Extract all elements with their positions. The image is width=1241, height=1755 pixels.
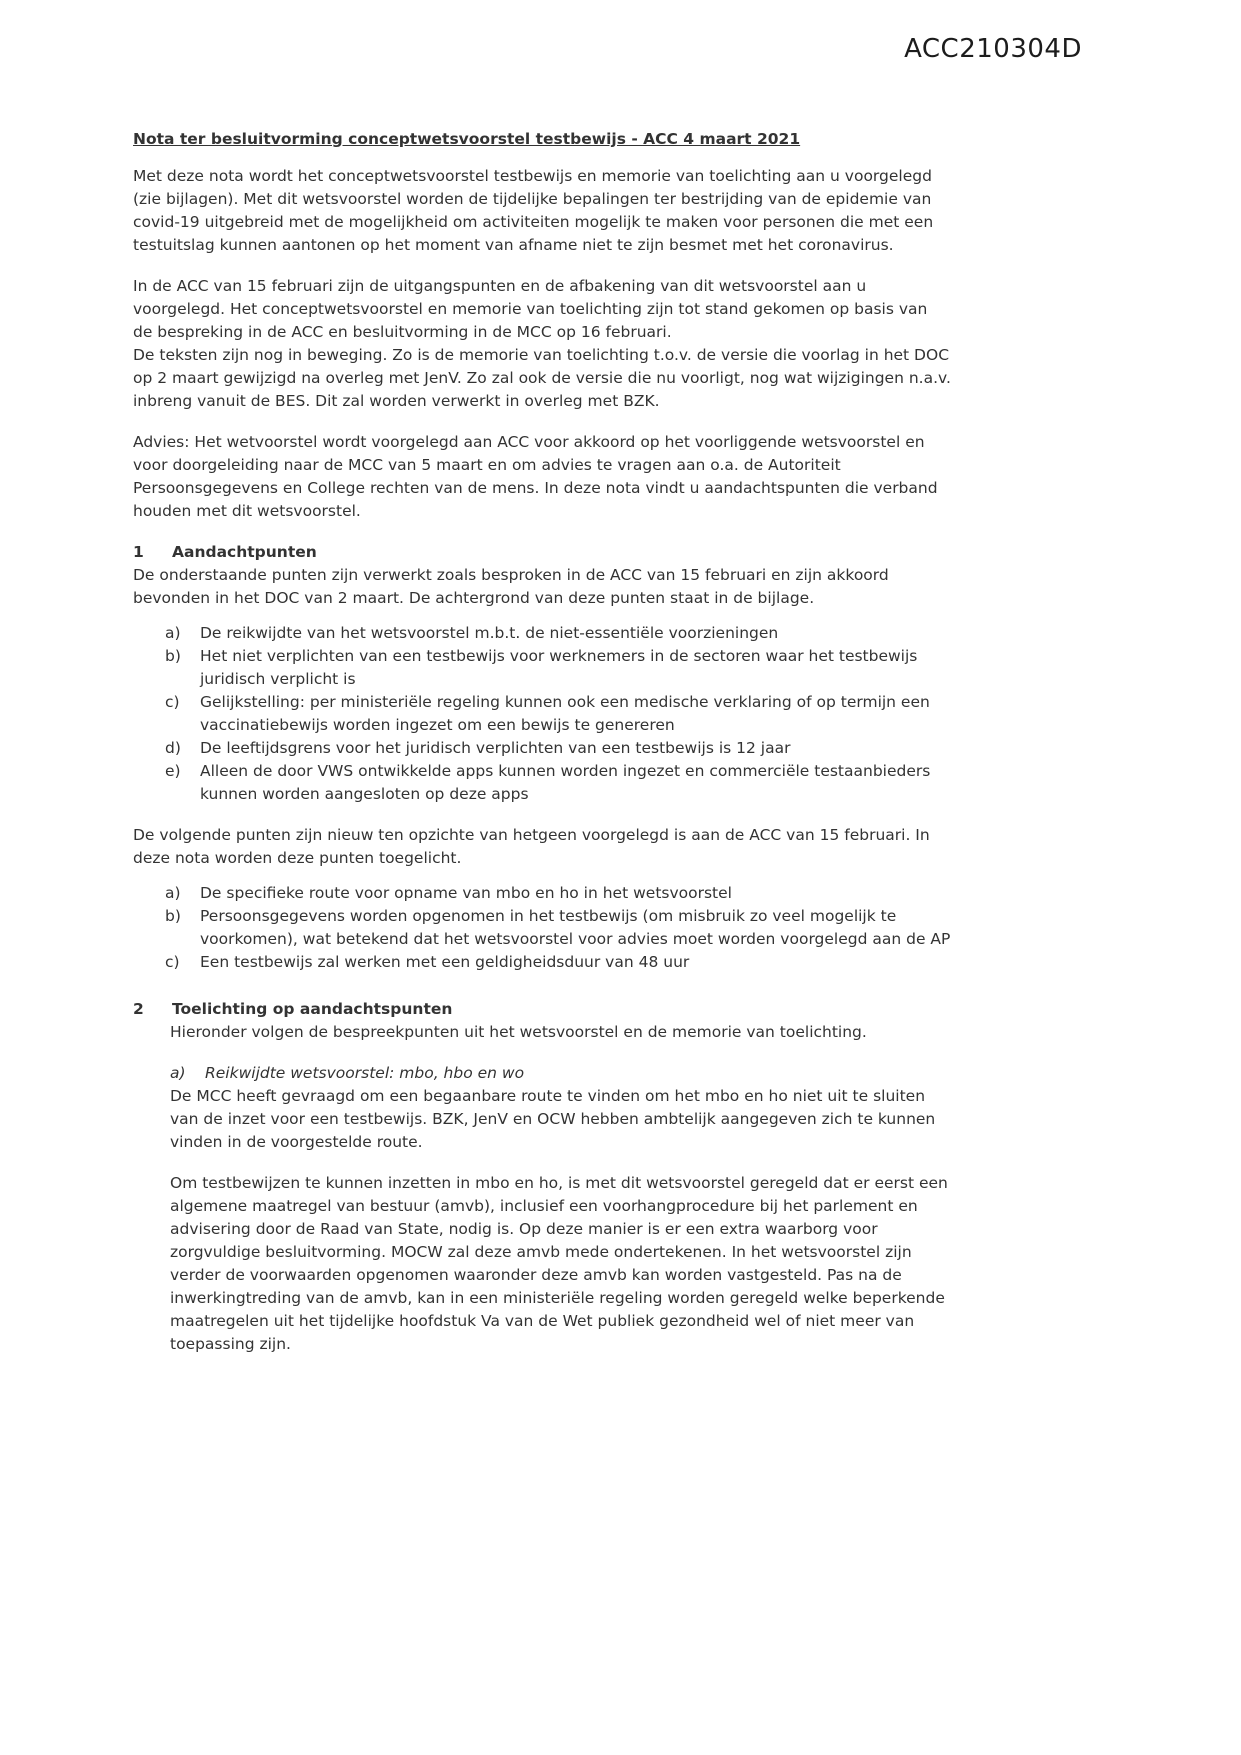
item-marker: a) xyxy=(165,624,181,642)
new-points-list xyxy=(133,882,951,974)
item-marker: c) xyxy=(165,953,180,971)
section-2-body xyxy=(170,1021,951,1356)
item-marker: b) xyxy=(165,907,181,925)
section-2-heading xyxy=(133,998,951,1021)
item-marker: c) xyxy=(165,693,180,711)
item-text: De reikwijdte van het wetsvoorstel m.b.t. de niet-essentiële voorzieningen xyxy=(200,624,779,642)
list-item xyxy=(165,951,951,974)
context-paragraph-part-1: In de ACC van 15 februari zijn de uitgangspunten en de afbakening van dit wetsvoorstel aan u voorgelegd. Het conceptwetsvoorstel en memorie van toelichting zijn tot stand gekomen op basis van de bespreking in de ACC en besluitvorming in de MCC op 16 februari. xyxy=(133,277,928,341)
intro-paragraph: Met deze nota wordt het conceptwetsvoorstel testbewijs en memorie van toelichting aan u voorgelegd (zie bijlagen). Met dit wetsvoorstel worden de tijdelijke bepalingen ter bestrijding van de epidemie van covid-19 uitgebreid met de mogelijkheid om activiteiten mogelijk te maken voor personen die met een testuitslag kunnen aantonen op het moment van afname niet te zijn besmet met het coronavirus. xyxy=(133,167,934,254)
document-content xyxy=(133,128,951,1374)
document-title: Nota ter besluitvorming conceptwetsvoorstel testbewijs - ACC 4 maart 2021 xyxy=(133,130,801,148)
list-item xyxy=(165,882,951,905)
section-1-intro: De onderstaande punten zijn verwerkt zoals besproken in de ACC van 15 februari en zijn akkoord bevonden in het DOC van 2 maart. De achtergrond van deze punten staat in de bijlage. xyxy=(133,566,889,607)
item-text: De specifieke route voor opname van mbo en ho in het wetsvoorstel xyxy=(200,884,732,902)
sub-point-marker: a) xyxy=(170,1064,186,1082)
list-item xyxy=(165,645,951,691)
list-item xyxy=(165,691,951,737)
item-text: Alleen de door VWS ontwikkelde apps kunnen worden ingezet en commerciële testaanbieders kunnen worden aangesloten op deze apps xyxy=(200,762,931,803)
list-item xyxy=(165,905,951,951)
section-1-heading xyxy=(133,541,951,564)
sub-point-a-heading xyxy=(170,1062,951,1085)
advice-paragraph: Advies: Het wetvoorstel wordt voorgelegd aan ACC voor akkoord op het voorliggende wetsvoorstel en voor doorgeleiding naar de MCC van 5 maart en om advies te vragen aan o.a. de Autoriteit Persoonsgegevens en College rechten van de mens. In deze nota vindt u aandachtspunten die verband houden met dit wetsvoorstel. xyxy=(133,433,938,520)
document-reference: ACC210304D xyxy=(904,34,1082,64)
item-marker: e) xyxy=(165,762,181,780)
list-item xyxy=(165,760,951,806)
context-paragraph xyxy=(133,275,951,413)
item-marker: b) xyxy=(165,647,181,665)
item-text: De leeftijdsgrens voor het juridisch verplichten van een testbewijs is 12 jaar xyxy=(200,739,791,757)
item-marker: d) xyxy=(165,739,181,757)
sub-point-a-paragraph-2: Om testbewijzen te kunnen inzetten in mbo en ho, is met dit wetsvoorstel geregeld dat er eerst een algemene maatregel van bestuur (amvb), inclusief een voorhangprocedure bij het parlement en advisering door de Raad van State, nodig is. Op deze manier is er een extra waarborg voor zorgvuldige besluitvorming. MOCW zal deze amvb mede ondertekenen. In het wetsvoorstel zijn verder de voorwaarden opgenomen waaronder deze amvb kan worden vastgesteld. Pas na de inwerkingtreding van de amvb, kan in een ministeriële regeling worden geregeld welke beperkende maatregelen uit het tijdelijke hoofdstuk Va van de Wet publiek gezondheid wel of niet meer van toepassing zijn. xyxy=(170,1174,948,1353)
agreed-points-list xyxy=(133,622,951,806)
list-item xyxy=(165,622,951,645)
section-2-number: 2 xyxy=(133,1000,144,1018)
item-marker: a) xyxy=(165,884,181,902)
sub-point-a-paragraph-1: De MCC heeft gevraagd om een begaanbare route te vinden om het mbo en ho niet uit te sluiten van de inzet voor een testbewijs. BZK, JenV en OCW hebben ambtelijk aangegeven zich te kunnen vinden in de voorgestelde route. xyxy=(170,1087,936,1151)
item-text: Gelijkstelling: per ministeriële regeling kunnen ook een medische verklaring of op termijn een vaccinatiebewijs worden ingezet om een bewijs te genereren xyxy=(200,693,930,734)
context-paragraph-part-2: De teksten zijn nog in beweging. Zo is de memorie van toelichting t.o.v. de versie die voorlag in het DOC op 2 maart gewijzigd na overleg met JenV. Zo zal ook de versie die nu voorligt, nog wat wijzigingen n.a.v. inbreng vanuit de BES. Dit zal worden verwerkt in overleg met BZK. xyxy=(133,346,951,410)
section-2-intro: Hieronder volgen de bespreekpunten uit het wetsvoorstel en de memorie van toelichting. xyxy=(170,1023,867,1041)
section-2-title: Toelichting op aandachtspunten xyxy=(172,1000,453,1018)
item-text: Een testbewijs zal werken met een geldigheidsduur van 48 uur xyxy=(200,953,690,971)
new-points-intro: De volgende punten zijn nieuw ten opzichte van hetgeen voorgelegd is aan de ACC van 15 februari. In deze nota worden deze punten toegelicht. xyxy=(133,826,930,867)
section-1-number: 1 xyxy=(133,543,144,561)
list-item xyxy=(165,737,951,760)
item-text: Het niet verplichten van een testbewijs voor werknemers in de sectoren waar het testbewijs juridisch verplicht is xyxy=(200,647,918,688)
sub-point-title: Reikwijdte wetsvoorstel: mbo, hbo en wo xyxy=(205,1064,525,1082)
item-text: Persoonsgegevens worden opgenomen in het testbewijs (om misbruik zo veel mogelijk te voorkomen), wat betekend dat het wetsvoorstel voor advies moet worden voorgelegd aan de AP xyxy=(200,907,951,948)
section-1-title: Aandachtpunten xyxy=(172,543,317,561)
